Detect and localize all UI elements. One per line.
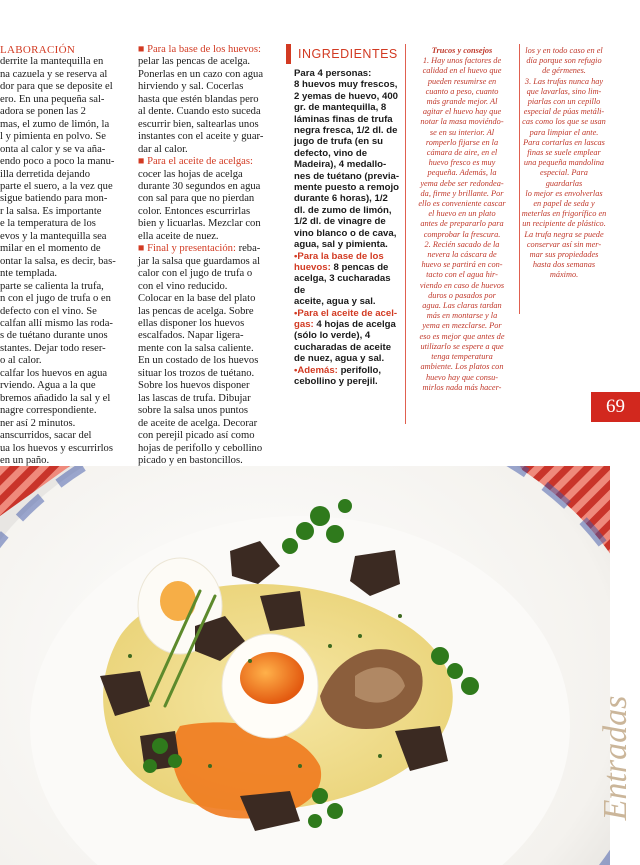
elaboracion-heading: LABORACIÓN — [0, 44, 76, 56]
text-line: sobre la salsa unos puntos — [138, 405, 249, 417]
text-line: duros o pasados por — [428, 290, 496, 300]
text-line: ua los huevos y escurrirlos — [0, 442, 113, 454]
preparation-text — [0, 56, 130, 467]
text-line: agua, sal y pimienta. — [294, 239, 388, 251]
text-line: piarlas con un cepillo — [527, 97, 601, 107]
text-line: yema en mezclarse. Por — [422, 321, 502, 331]
dish-illustration — [0, 466, 610, 865]
heading-bar — [286, 44, 291, 64]
text-line: 8 huevos muy frescos, — [294, 79, 398, 91]
section-base-huevos-text — [138, 56, 270, 156]
text-line: mente con la salsa caliente. — [138, 342, 254, 354]
text-line: hasta que estén blandas pero — [138, 93, 259, 105]
ingredients-main-list — [294, 68, 402, 251]
text-line: láminas finas de trufa — [294, 113, 393, 125]
text-line: gr. de mantequilla, 8 — [294, 102, 387, 114]
text-line: parte se calienta la trufa, — [0, 280, 104, 292]
text-line: na cazuela y se reserva al — [0, 68, 108, 80]
text-line: día porque son refugio — [526, 56, 602, 66]
text-line: utilizarlo se espere a que — [420, 341, 504, 351]
text-line: los y en todo caso en el — [525, 46, 603, 55]
text-line: Para cortarlas en lascas — [523, 137, 605, 147]
text-line: escurrir bien, saltearlas unos — [138, 118, 259, 130]
column-divider — [405, 44, 406, 424]
text-line: el huevo en un plato — [428, 209, 496, 219]
text-line: más grande mejor. Al — [426, 97, 498, 107]
text-line: mirlos nada más hacer- — [422, 382, 502, 392]
text-line: una pequeña mandolina — [523, 158, 605, 168]
text-line: que lavarlas, sino lim- — [526, 86, 602, 96]
text-line: onta al calor y se va aña- — [0, 143, 106, 155]
text-line: nagre correspondiente. — [0, 405, 97, 417]
text-line: escalfados. Napar ligera- — [138, 330, 244, 342]
text-line: cocer las hojas de acelga — [138, 168, 243, 180]
text-line: pelar las pencas de acelga. — [138, 56, 251, 68]
text-line: 2 yemas de huevo, 400 — [294, 90, 398, 102]
text-line: pueden resumirse en — [427, 76, 497, 86]
text-line: un recipiente de plástico. — [522, 219, 606, 229]
section-label-vertical — [596, 650, 636, 865]
text-line: instantes con el aceite y guar- — [138, 131, 264, 143]
text-line: 2. Recién sacado de la — [424, 239, 500, 249]
text-line: calor con el jugo de trufa o — [138, 268, 253, 280]
text-line: e la temperatura de los — [0, 218, 96, 230]
text-line: Para 4 personas: — [294, 68, 372, 79]
text-line: (sólo lo verde), 4 — [294, 330, 371, 342]
tips-text-2 — [521, 46, 607, 281]
text-line: l y pimienta en polvo. Se — [0, 131, 106, 143]
text-line: con sal para que no pierdan — [138, 193, 255, 205]
text-line: sigue batiendo para mon- — [0, 193, 108, 205]
text-line: nes de tuétano (previa- — [294, 170, 400, 182]
text-line: defecto con el vino. Se — [0, 305, 97, 317]
ingredientes-title: INGREDIENTES — [298, 47, 398, 61]
tips-text-1 — [407, 56, 517, 393]
text-line: romperlo fijarse en la — [425, 137, 499, 147]
text-line: mas, el zumo de limón, la — [0, 118, 110, 130]
ingredients-column: Para 4 personas: 8 huevos muy frescos, 2 yemas de huevo, 400 gr. de mantequilla, 8 láminas finas de trufa negra fresca, 1/2 dl. de jugo de trufa (en su defecto, vino de Madeira), 4 medallo- nes de tuétano (previa- mente puesto a remojo durante 6 horas), 1/2 dl. de zumo de limón, 1/2 dl. de vinagre de vino blanco o de cava, agua, sal y pimienta. •Para la base de los huevos: 8 pencas de acelga, 3 cucharadas de aceite, agua y sal. •Para el aceite de acel- gas: 4 hojas de acelga (sólo lo verde), 4 cucharadas de aceite de nuez, agua y sal. •Además: perifollo, cebollino y perejil. — [294, 68, 402, 387]
preparation-column — [0, 44, 130, 467]
text-line: yema debe ser redondea- — [420, 178, 504, 188]
text-line: ontar la salsa, es decir, bas- — [0, 255, 116, 267]
dish-photo — [0, 466, 610, 865]
text-line: lo mejor es envolverlas — [525, 188, 603, 198]
text-line: situar los trozos de tuétano. — [138, 367, 255, 379]
text-line: nevera la cáscara de — [427, 250, 497, 260]
text-line: cebollino y perejil. — [294, 375, 378, 387]
text-line: de aceite de acelga. Decorar — [138, 417, 258, 429]
text-line: s de tuétano durante unos — [0, 330, 108, 342]
text-line: bien y licuarlas. Mezclar con — [138, 218, 261, 230]
text-line: cámara de aire, en el — [426, 148, 498, 158]
text-line: endo poco a poco la manu- — [0, 156, 115, 168]
text-line: agitar el huevo hay que — [422, 107, 502, 117]
text-line: tacto con el agua hir- — [426, 270, 498, 280]
text-line: dor para que se deposite el — [0, 81, 113, 93]
text-line: mar sus propiedades — [529, 250, 599, 260]
text-line: Colocar en la base del plato — [138, 293, 256, 305]
text-line: de gérmenes. — [542, 66, 586, 76]
text-line: viendo en caso de huevos — [419, 280, 505, 290]
text-line: dl. de zumo de limón, — [294, 204, 392, 216]
tips-title: Trucos y consejos — [431, 46, 493, 55]
column-divider — [519, 44, 520, 314]
text-line: hojas de perifollo y cebollino — [138, 442, 263, 454]
text-line: adora se ponen las 2 — [0, 106, 86, 118]
tips-column-2 — [521, 46, 607, 281]
page-number-tab: 69 — [591, 392, 640, 422]
instructions-column — [138, 44, 270, 467]
text-line: máximo. — [549, 270, 579, 280]
text-line: conservar así sin mer- — [526, 239, 602, 249]
text-line: r la salsa. Es importante — [0, 205, 102, 217]
text-line: mente puesto a remojo — [294, 182, 400, 194]
section-final-presentacion-text — [138, 256, 270, 468]
text-line: Sobre los huevos disponer — [138, 380, 250, 392]
text-line: color. Entonces escurrirlas — [138, 205, 251, 217]
ingredientes-heading — [286, 44, 406, 64]
text-line: Madeira), 4 medallo- — [294, 159, 387, 171]
ingredients-ademas-text — [294, 376, 402, 387]
ingredients-base-huevos-text — [294, 273, 402, 307]
text-line: durante 6 horas), 1/2 — [294, 193, 388, 205]
text-line: las pencas de acelga. Sobre — [138, 305, 254, 317]
text-line: especial de púas metáli- — [523, 107, 605, 117]
text-line: 1/2 dl. de vinagre de — [294, 216, 386, 228]
text-line: las lascas de trufa. Dibujar — [138, 392, 251, 404]
text-line: negra fresca, 1/2 dl. de — [294, 125, 398, 137]
text-line: especial. Para guardarlas — [540, 168, 588, 188]
text-line: hasta dos semanas — [532, 260, 596, 270]
text-line: stantes. Dejar todo reser- — [0, 342, 106, 354]
text-line: al dente. Cuando esto suceda — [138, 106, 261, 118]
text-line: de nuez, agua y sal. — [294, 353, 385, 365]
ingredients-ademas: •Además: perifollo, — [294, 364, 382, 376]
text-line: huevo se partirá en con- — [421, 260, 503, 270]
section-title: Final y presentación: — [147, 243, 236, 255]
section-label-text: Entradas — [597, 695, 634, 820]
text-line: parte el suero, a la vez que — [0, 180, 113, 192]
text-line: ner así 2 minutos. — [0, 417, 76, 429]
text-line: con el vino reducido. — [138, 280, 228, 292]
text-line: más en montarse y la — [426, 311, 498, 321]
text-line: o al calor. — [0, 355, 42, 367]
text-line: La trufa negra se puede — [524, 229, 604, 239]
text-line: acelga, 3 cucharadas de — [294, 273, 391, 296]
text-line: ambiente. Los platos con — [420, 362, 504, 372]
text-line: aceite, agua y sal. — [294, 296, 376, 308]
text-line: Ponerlas en un cazo con agua — [138, 68, 264, 80]
text-line: nte templada. — [0, 268, 58, 280]
text-line: antes de prepararlo para — [420, 219, 504, 229]
text-line: rviendo. Agua a la que — [0, 380, 96, 392]
text-line: vino blanco o de cava, — [294, 227, 397, 239]
text-line: da, firme y brillante. Por — [420, 188, 504, 198]
text-line: n con el jugo de trufa o en — [0, 293, 111, 305]
text-line: defecto, vino de — [294, 147, 368, 159]
text-line: derrite la mantequilla en — [0, 56, 104, 68]
text-line: ellas disponer los huevos — [138, 317, 245, 329]
text-line: ero. En una pequeña sal- — [0, 93, 105, 105]
text-line: meterlas en frigorífico en — [521, 209, 607, 219]
text-line: en un paño. — [0, 454, 50, 466]
text-line: calidad en el huevo que — [422, 66, 502, 76]
section-base-huevos: ■ Para la base de los huevos: — [138, 44, 261, 55]
text-line: jugo de trufa (en su — [294, 136, 384, 148]
text-line: calfar los huevos en agua — [0, 367, 108, 379]
ingredients-base-huevos: •Para la base de los — [294, 250, 384, 262]
text-line: 1. Hay unos factores de — [422, 56, 502, 66]
text-line: calfan allí mismo las roda- — [0, 317, 113, 329]
text-line: evos y la mantequilla sea — [0, 230, 107, 242]
text-line: ella aceite de nuez. — [138, 230, 219, 242]
ingredients-aceite-acelgas: •Para el aceite de acel- — [294, 307, 398, 319]
text-line: agua. Las claras tardan — [422, 301, 502, 311]
text-line: picado y en bastoncillos. — [138, 454, 243, 466]
text-line: huevo hay que consu- — [425, 372, 499, 382]
text-line: cas como los que se usan — [522, 117, 606, 127]
text-line: comprobar la frescura. — [423, 229, 501, 239]
text-line: cucharadas de aceite — [294, 341, 392, 353]
text-line: notar la masa moviéndo- — [420, 117, 504, 127]
text-line: con perejil picado así como — [138, 430, 255, 442]
text-line: jar la salsa que guardamos al — [138, 255, 261, 267]
text-line: milar en el momento de — [0, 243, 101, 255]
text-line: se en su interior. Al — [429, 127, 495, 137]
text-line: en papel de seda y — [533, 199, 595, 209]
text-line: anscurridos, sacar del — [0, 430, 92, 442]
text-line: bremos añadido la sal y el — [0, 392, 111, 404]
section-aceite-acelgas: ■ Para el aceite de acelgas: — [138, 156, 253, 168]
text-line: eso es mejor que antes de — [419, 331, 505, 341]
text-line: huevo fresco es muy — [428, 158, 496, 168]
ingredients-aceite-acelgas-text — [294, 330, 402, 364]
text-line: finas se suele emplear — [527, 148, 601, 158]
text-line: tenga temperatura — [431, 352, 493, 362]
text-line: durante 30 segundos en agua — [138, 180, 261, 192]
tips-column-1 — [407, 46, 517, 393]
text-line: hirviendo y sal. Cocerlas — [138, 81, 244, 93]
section-title: Para la base de los huevos: — [147, 44, 261, 55]
text-line: pequeña. Además, la — [427, 168, 497, 178]
text-line: ello es conveniente cascar — [418, 199, 506, 209]
text-line: cuanto a peso, cuanto — [425, 86, 499, 96]
text-line: para limpiar el ante. — [529, 127, 599, 137]
section-aceite-acelgas-text — [138, 169, 270, 244]
section-final-presentacion: ■ Final y presentación: reba- — [138, 243, 261, 255]
section-title: Para el aceite de acelgas: — [147, 156, 253, 168]
text-line: 3. Las trufas nunca hay — [524, 76, 604, 86]
text-line: En un costado de los huevos — [138, 355, 259, 367]
text-line: illa derretida dejando — [0, 168, 91, 180]
text-line: dar al calor. — [138, 143, 188, 155]
